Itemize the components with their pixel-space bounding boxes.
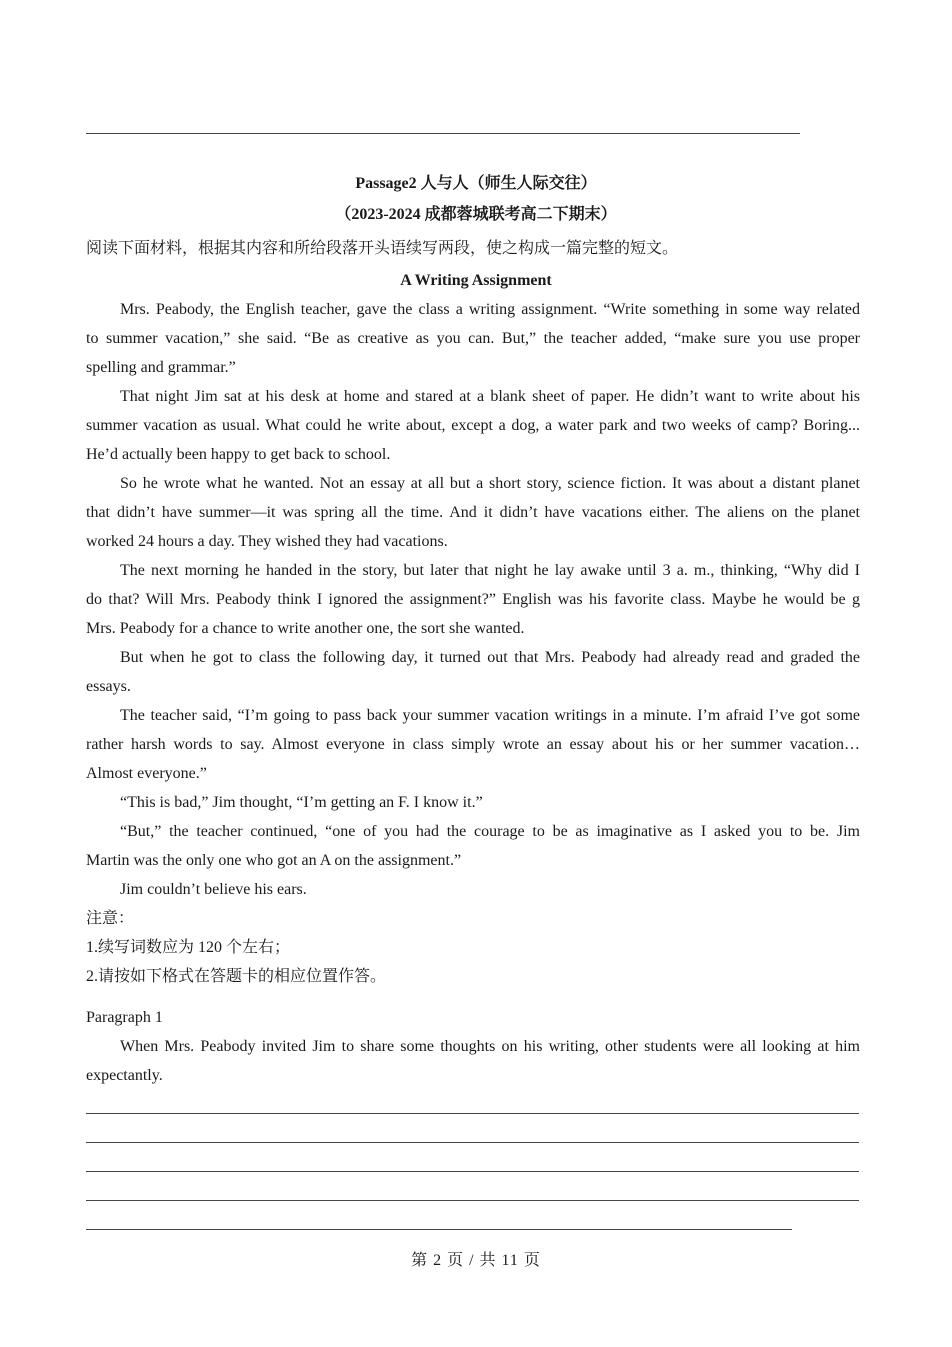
prompt-line: expectantly. <box>86 1067 163 1084</box>
note-item: 1.续写词数应为 120 个左右； <box>86 939 291 956</box>
paragraph-line: Martin was the only one who got an A on the assignment.” <box>86 852 462 869</box>
paragraph-line: But when he got to class the following day, it turned out that Mrs. Peabody had already read and graded the <box>120 649 860 666</box>
answer-line <box>86 1113 859 1114</box>
paragraph-label: Paragraph 1 <box>86 1009 163 1026</box>
answer-line <box>86 1142 859 1143</box>
answer-line <box>86 1229 792 1230</box>
answer-line <box>86 1171 859 1172</box>
header-rule <box>86 133 800 134</box>
prompt-line: When Mrs. Peabody invited Jim to share some thoughts on his writing, other students were all looking at him <box>120 1038 860 1055</box>
paragraph-line: That night Jim sat at his desk at home and stared at a blank sheet of paper. He didn’t want to write about his <box>120 388 860 405</box>
story-title: A Writing Assignment <box>400 272 552 289</box>
instruction-text: 阅读下面材料，根据其内容和所给段落开头语续写两段，使之构成一篇完整的短文。 <box>86 240 679 257</box>
passage-title: Passage2 人与人（师生人际交往） <box>355 175 597 192</box>
source-note: （2023-2024 成都蓉城联考高二下期末） <box>335 206 617 223</box>
paragraph-line: Mrs. Peabody for a chance to write another one, the sort she wanted. <box>86 620 525 637</box>
paragraph-line: summer vacation as usual. What could he write about, except a dog, a water park and two weeks of camp? Boring... <box>86 417 860 434</box>
page-number: 第 2 页 / 共 11 页 <box>411 1252 541 1269</box>
paragraph-line: essays. <box>86 678 131 695</box>
notes-label: 注意： <box>86 910 135 927</box>
paragraph-line: The teacher said, “I’m going to pass back your summer vacation writings in a minute. I’m afraid I’ve got some <box>120 707 860 724</box>
paragraph-line: So he wrote what he wanted. Not an essay at all but a short story, science fiction. It was about a distant planet <box>120 475 860 492</box>
paragraph-line: The next morning he handed in the story, but later that night he lay awake until 3 a. m., thinking, “Why did I <box>120 562 860 579</box>
paragraph-line: do that? Will Mrs. Peabody think I ignored the assignment?” English was his favorite class. Maybe he would be g <box>86 591 860 608</box>
paragraph-line: “This is bad,” Jim thought, “I’m getting an F. I know it.” <box>120 794 483 811</box>
paragraph-line: worked 24 hours a day. They wished they had vacations. <box>86 533 448 550</box>
paragraph-line: Almost everyone.” <box>86 765 207 782</box>
answer-line <box>86 1200 859 1201</box>
paragraph-line: that didn’t have summer—it was spring all the time. And it didn’t have vacations either. The aliens on the planet <box>86 504 860 521</box>
paragraph-line: Jim couldn’t believe his ears. <box>120 881 307 898</box>
paragraph-line: to summer vacation,” she said. “Be as creative as you can. But,” the teacher added, “make sure you use proper <box>86 330 860 347</box>
paragraph-line: rather harsh words to say. Almost everyone in class simply wrote an essay about his or her summer vacation… <box>86 736 860 753</box>
paragraph-line: “But,” the teacher continued, “one of you had the courage to be as imaginative as I asked you to be. Jim <box>120 823 860 840</box>
paragraph-line: He’d actually been happy to get back to school. <box>86 446 391 463</box>
paragraph-line: spelling and grammar.” <box>86 359 236 376</box>
paragraph-line: Mrs. Peabody, the English teacher, gave the class a writing assignment. “Write something in some way related <box>120 301 860 318</box>
note-item: 2.请按如下格式在答题卡的相应位置作答。 <box>86 968 387 985</box>
